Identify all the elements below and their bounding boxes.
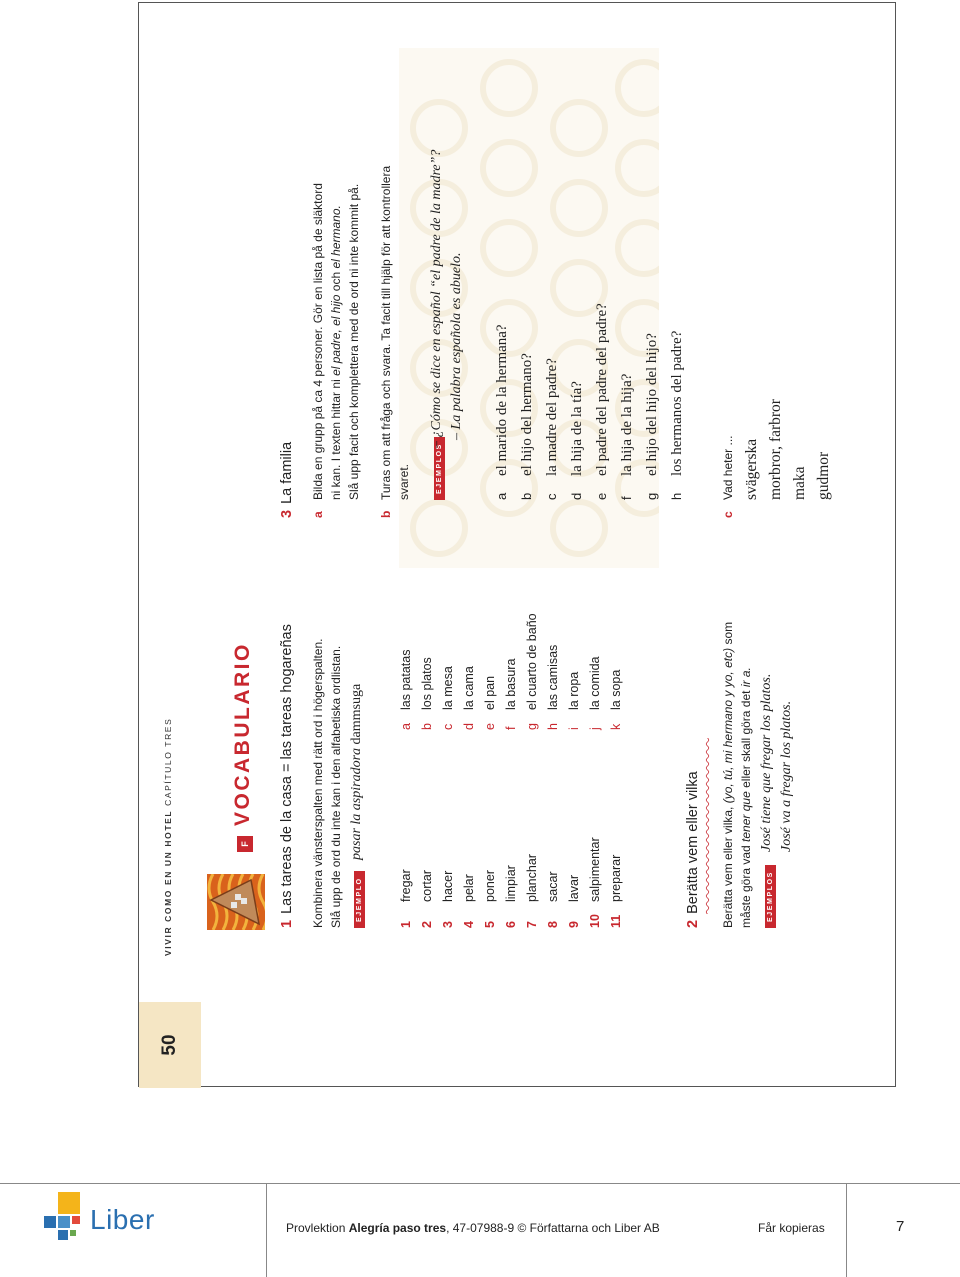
chapter-emblem-icon (207, 874, 265, 930)
list-item: blos platos (420, 657, 434, 730)
exercise-1-number: 1 (279, 919, 295, 928)
list-item: fla basura (504, 658, 518, 730)
list-item: alas patatas (399, 649, 413, 730)
example-spanish: pasar la aspiradora (349, 747, 364, 860)
list-item: cla mesa (441, 666, 455, 730)
section-title: VOCABULARIO (231, 642, 254, 826)
list-item: gel hijo del hijo del hijo? (644, 333, 660, 500)
list-item: gudmor (815, 451, 832, 500)
list-item: eel pan (483, 675, 497, 730)
exercise-3c-line: cVad heter ... (721, 435, 735, 518)
exercise-3a-line-2: ni kan. I texten hittar ni el padre, el hijo och el hermano. (329, 205, 343, 500)
footer-separator (266, 1183, 267, 1277)
list-item: 9lavar (567, 874, 581, 928)
list-item: 8sacar (546, 871, 560, 928)
page-tab (139, 1002, 201, 1088)
exercise-2-instruction-1: Berätta vem eller vilka, (yo, tú, mi hermano y yo, etc) som (721, 621, 735, 928)
list-item: dla cama (462, 666, 476, 730)
exercise-3-number: 3 (279, 509, 295, 518)
list-item: 7planchar (525, 854, 539, 928)
running-head-rest: CAPÍTULO TRES (163, 717, 173, 806)
list-item: svägerska (743, 438, 760, 500)
exercise-2-title (685, 771, 701, 928)
footer-divider (0, 1183, 960, 1184)
ejemplo-badge: EJEMPLO (354, 871, 365, 928)
exercise-2-number: 2 (685, 919, 701, 928)
rotated-content (139, 3, 897, 1088)
squiggle-underline-icon (705, 738, 710, 914)
exercise-2-title-text: Berätta vem eller vilka (685, 771, 701, 914)
running-head-bold: VIVIR COMO EN UN HOTEL (163, 809, 173, 956)
list-item: ila ropa (567, 671, 581, 730)
footer-separator (846, 1183, 847, 1277)
list-item: 2cortar (420, 870, 434, 928)
ejemplos-badge: EJEMPLOS (765, 865, 776, 928)
list-item: hlas camisas (546, 644, 560, 730)
exercise-3-title-text: La familia (279, 441, 295, 504)
list-item: 3hacer (441, 870, 455, 928)
liber-brand-name: Liber (90, 1204, 155, 1235)
list-item: jla comida (588, 656, 602, 730)
running-head (163, 718, 173, 956)
example-swedish: dammsuga (349, 683, 364, 745)
list-item: 11preparar (609, 854, 623, 928)
exercise-2-example-1: José tiene que fregar los platos. (759, 673, 774, 852)
exercise-2-example-2: José va a fregar los platos. (779, 700, 794, 852)
footer-page-number: 7 (896, 1218, 905, 1235)
exercise-1-example (349, 684, 365, 860)
exercise-3b-line-2: svaret. (397, 463, 411, 500)
list-item: gel cuarto de baño (525, 613, 539, 730)
footer-copy-note: Får kopieras (758, 1221, 825, 1235)
exercise-3b-line-1: bTuras om att fråga och svara. Ta facit till hjälp för att kontrollera (379, 165, 393, 518)
exercise-3-example-2: – La palabra española es abuelo. (449, 252, 464, 440)
exercise-3a-line-3: Slå upp facit och komplettera med de ord ni inte kommit på. (347, 183, 361, 500)
list-item: 1fregar (399, 869, 413, 928)
list-item: bel hijo del hermano? (519, 353, 535, 500)
list-item: morbror, farbror (767, 399, 784, 500)
list-item: 10salpimentar (588, 837, 602, 928)
list-item: cla madre del padre? (544, 358, 560, 500)
list-item: maka (791, 466, 808, 500)
list-item: ael marido de la hermana? (494, 324, 510, 500)
exercise-1-title-text: Las tareas de la casa = las tareas hogareñas (279, 624, 295, 914)
section-letter-badge: F (237, 836, 253, 852)
exercise-1-instruction-1: Kombinera vänsterspalten med rätt ord i högerspalten. (311, 638, 325, 928)
page-number: 50 (159, 1034, 180, 1056)
exercise-1-instruction-2: Slå upp de ord du inte kan i den alfabetiska ordlistan. (329, 645, 343, 928)
exercise-3-example-1: – ¿Cómo se dice en español “el padre de la madre”? (429, 149, 444, 448)
list-item: fla hija de la hija? (619, 373, 635, 500)
list-item: eel padre del padre del padre? (594, 303, 610, 500)
exercise-3-title (279, 442, 295, 518)
list-item: 5poner (483, 870, 497, 928)
list-item: dla hija de la tía? (569, 381, 585, 500)
exercise-2-instruction-2: måste göra vad tener que eller skall göra det ir a. (739, 667, 753, 928)
list-item: hlos hermanos del padre? (669, 330, 685, 500)
book-page (138, 2, 896, 1087)
ejemplos-badge: EJEMPLOS (434, 437, 445, 500)
list-item: 6limpiar (504, 865, 518, 928)
exercise-3a-line-1: aBilda en grupp på ca 4 personer. Gör en lista på de släktord (311, 183, 325, 518)
footer-publication-info: Provlektion Alegría paso tres, 47-07988-9 © Författarna och Liber AB (286, 1221, 660, 1235)
exercise-1-title (279, 624, 295, 928)
list-item: kla sopa (609, 669, 623, 730)
list-item: 4pelar (462, 874, 476, 928)
